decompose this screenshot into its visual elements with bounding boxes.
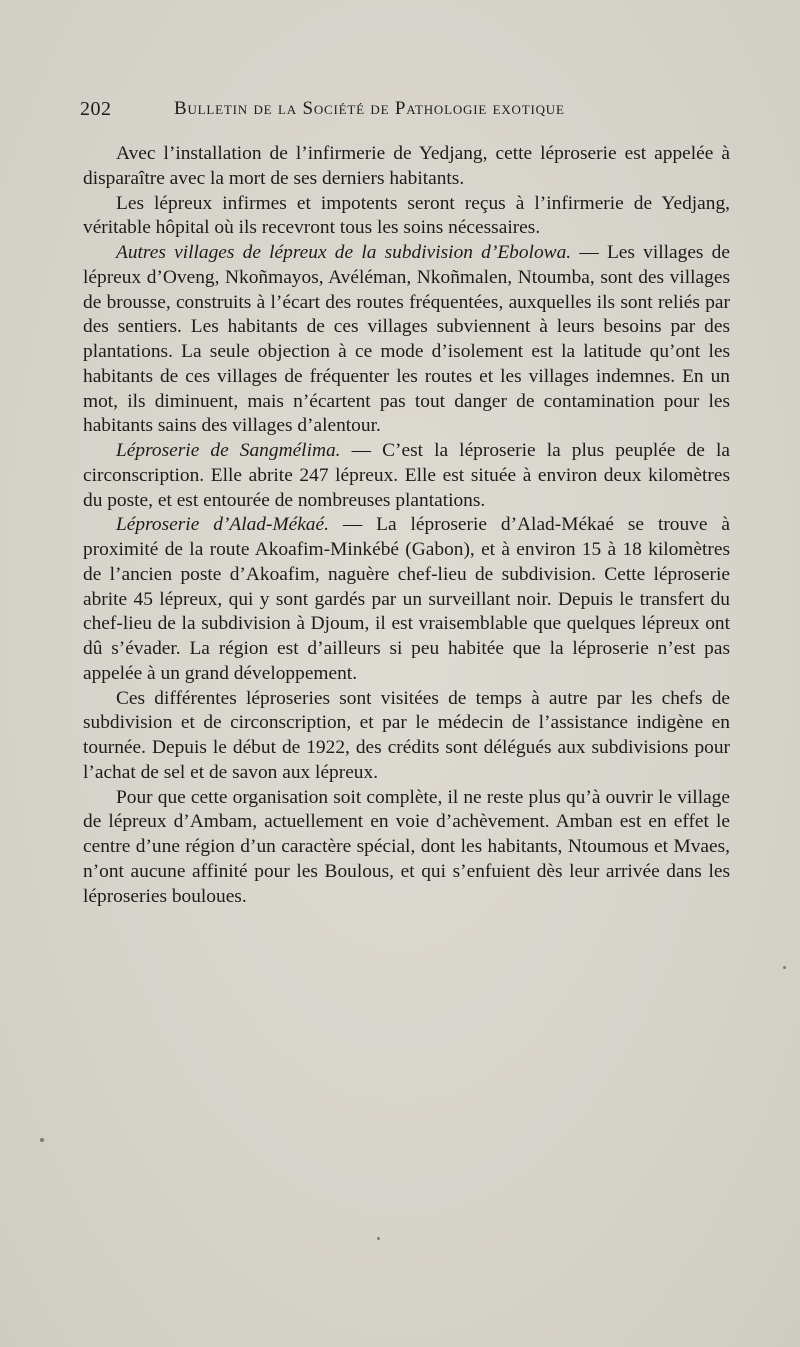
paragraph-text: Pour que cette organisation soit complète, il ne reste plus qu’à ouvrir le village de lépreux d’Ambam, actuellement en voie d’achèvement. Amban est en effet le centre d’une région d’un caractère spécial, dont les habitants, Ntoumous et Mvaes, n’ont aucune affinité pour les Boulous, et qui s’enfuient dès leur arrivée dans les léproseries bouloues.: [83, 786, 730, 907]
paragraph-heading: Léproserie de Sangmélima.: [116, 440, 341, 461]
paragraph-visites: [83, 687, 730, 786]
paragraph-text: Les lépreux infirmes et impotents seront reçus à l’infirmerie de Yedjang, véritable hôpital où ils recevront tous les soins nécessaires.: [83, 192, 730, 239]
paper-speck: [377, 1237, 380, 1240]
paragraph-text: — C’est la léproserie la plus peuplée de la circonscription. Elle abrite 247 lépreux. Elle est située à environ deux kilomètres du poste, et est entourée de nombreuses plantations.: [83, 440, 730, 511]
paragraph-ambam: [83, 786, 730, 910]
paragraph-heading: Autres villages de lépreux de la subdivision d’Ebolowa.: [116, 242, 572, 263]
paragraph-sangmelima: [83, 439, 730, 513]
paper-speck: [783, 966, 786, 969]
paragraph-infirmerie: [83, 142, 730, 192]
paragraph-text: — Les villages de lépreux d’Oveng, Nkoñmayos, Avéléman, Nkoñmalen, Ntoumba, sont des villages de brousse, construits à l’écart des routes fréquentées, auxquelles ils sont reliés par des sentiers. Les habitants de ces villages subviennent à leurs besoins par des plantations. La seule objection à ce mode d’isolement est la latitude qu’ont les habitants de ces villages de fréquenter les routes et les villages indemnes. En un mot, ils diminuent, mais n’écartent pas tout danger de contamination pour les habitants sains des villages d’alentour.: [83, 242, 730, 437]
paragraph-alad-mekae: [83, 513, 730, 686]
paragraph-text: Avec l’installation de l’infirmerie de Yedjang, cette léproserie est appelée à disparaître avec la mort de ses derniers habitants.: [83, 143, 730, 189]
paragraph-lepreux-infirmes: [83, 192, 730, 242]
page-number: 202: [80, 98, 112, 120]
paper-speck: [40, 1138, 44, 1142]
journal-title: Bulletin de la Société de Pathologie exotique: [174, 98, 565, 119]
running-head: [80, 98, 740, 126]
paragraph-ebolowa: [83, 241, 730, 439]
body-text: [83, 142, 730, 909]
paragraph-text: Ces différentes léproseries sont visitées de temps à autre par les chefs de subdivision et de circonscription, et par le médecin de l’assistance indigène en tournée. Depuis le début de 1922, des crédits sont délégués aux subdivisions pour l’achat de sel et de savon aux lépreux.: [83, 687, 730, 783]
paragraph-heading: Léproserie d’Alad-Mékaé.: [116, 514, 329, 536]
paragraph-text: — La léproserie d’Alad-Mékaé se trouve à proximité de la route Akoafim-Minkébé (Gabon), et à environ 15 à 18 kilomètres de l’ancien poste d’Akoafim, naguère chef-lieu de subdivision. Cette léproserie abrite 45 lépreux, qui y sont gardés par un surveillant noir. Depuis le transfert du chef-lieu de la subdivision à Djoum, il est vraisemblable que quelques lépreux ont dû s’évader. La région est d’ailleurs si peu habitée que la léproserie n’est pas appelée à un grand développement.: [83, 514, 730, 684]
